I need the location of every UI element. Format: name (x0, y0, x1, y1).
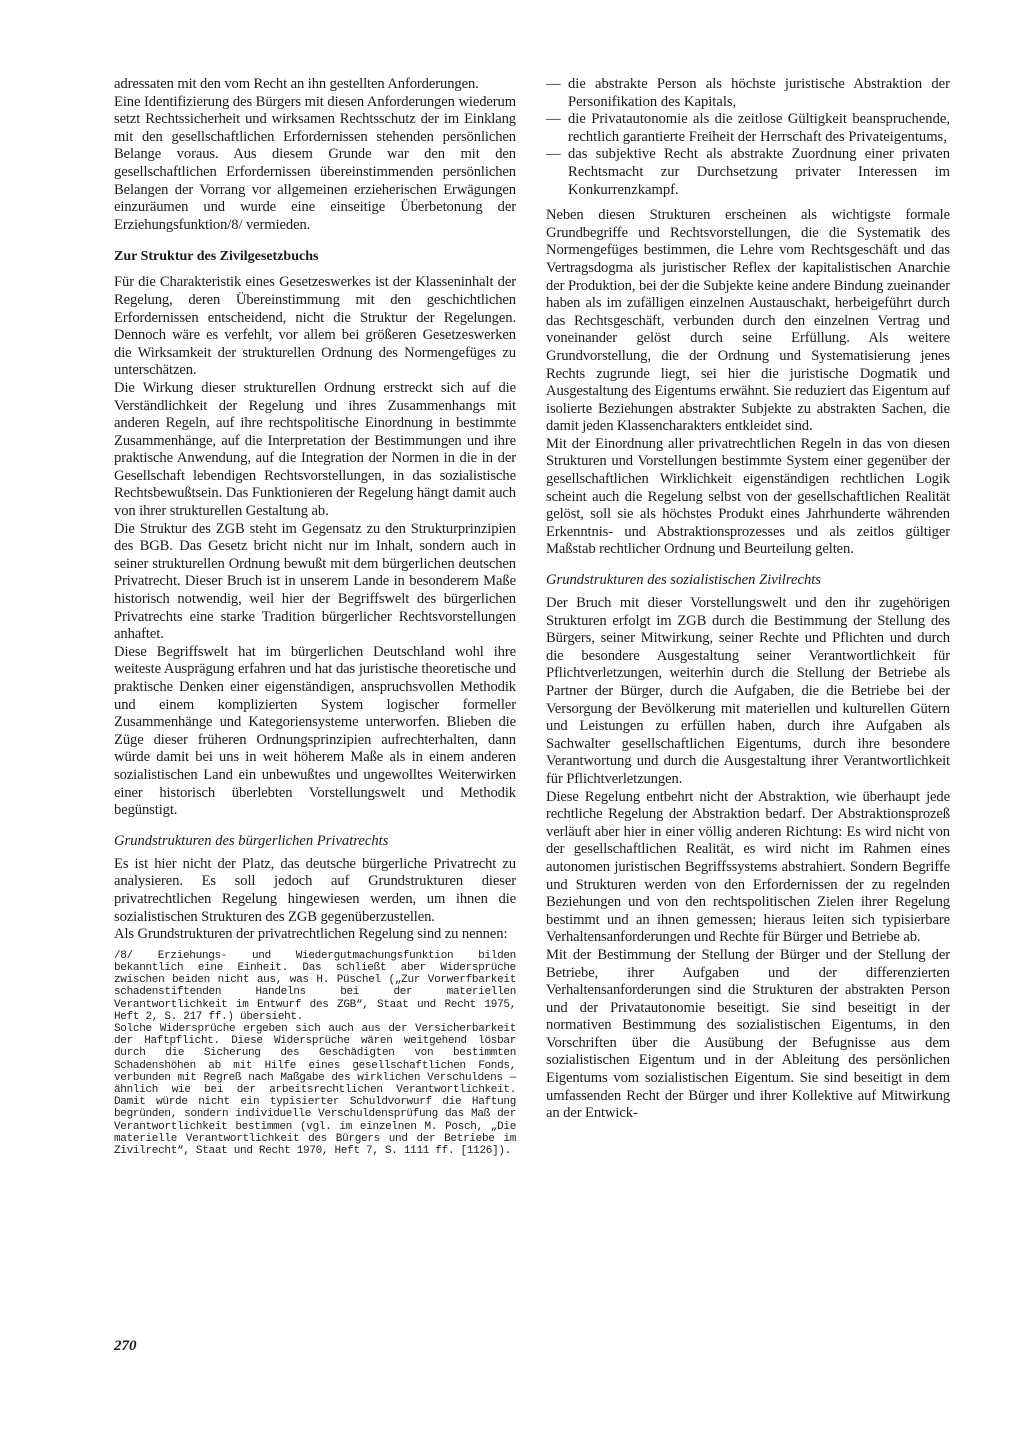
list-item (546, 76, 950, 111)
dash-marker: — (546, 111, 561, 128)
footnotes (114, 950, 516, 1157)
list-item-text: die Privatautonomie als die zeitlose Gültigkeit beanspruchende, rechtlich garantierte Freiheit der Herrschaft des Privateigentums, (568, 111, 950, 145)
left-paragraph-6: Diese Begriffswelt hat im bürgerlichen Deutschland wohl ihre weiteste Ausprägung erfahren und hat das juristische theoretische und praktische Denken einer eigenständigen, anspruchsvollen Methodik und einem komplizierten System logischer formeller Zusammenhänge und Kategoriensysteme unterworfen. Blieben die Züge dieser früheren Ordnungsprinzipien aufrechterhalten, dann würde damit bei uns in weit höherem Maße als in einem anderen sozialistischen Land ein unbewußtes und ungewolltes Weiterwirken einer historisch überlebten Vorstellungswelt und Methodik begünstigt. (114, 643, 516, 819)
right-paragraph-1: Neben diesen Strukturen erscheinen als wichtigste formale Grundbegriffe und Rechtsvorstellungen, die die Systematik des Normengefüges bestimmen, die Lehre vom Rechtsgeschäft und das Vertragsdogma als juristischer Reflex der kapitalistischen Anarchie der Produktion, bei der die Subjekte keine andere Bindung zueinander haben als im zufälligen einzelnen Austauschakt, herbeigeführt durch das Rechtsgeschäft, verbunden durch den einzelnen Vertrag und voneinander gelöst durch seine Erfüllung. Als weitere Grundvorstellung, die der Ordnung und Systematisierung jenes Rechts zugrunde liegt, sei hier die juristische Dogmatik und Ausgestaltung des Eigentums erwähnt. Sie reduziert das Eigentum auf isolierte Beziehungen abstrakter Subjekte zu abstrakten Sachen, die damit jeden Klassencharakters entkleidet sind. (546, 207, 950, 435)
list-item-text: die abstrakte Person als höchste juristische Abstraktion der Personifikation des Kapitals, (568, 76, 950, 110)
left-paragraph-4: Die Wirkung dieser strukturellen Ordnung erstreckt sich auf die Verständlichkeit der Regelung und ihres Zusammenhangs mit anderen Regeln, auf ihre rechtspolitische Einordnung in bestimmte Zusammenhänge, auf die Interpretation der Bestimmungen und ihre praktische Anwendung, auf die Integration der Normen in die in der Gesellschaft lebendigen Rechtsvorstellungen, in das sozialistische Rechtsbewußtsein. Das Funktionieren der Regelung hängt damit auch von ihrer strukturellen Gestaltung ab. (114, 379, 516, 520)
list-item (546, 111, 950, 146)
dash-marker: — (546, 76, 561, 92)
left-paragraph-1: adressaten mit den vom Recht an ihn gestellten Anforderungen. (114, 76, 479, 92)
dash-marker: — (546, 146, 561, 163)
right-paragraph-3: Der Bruch mit dieser Vorstellungswelt und den ihr zugehörigen Strukturen erfolgt im ZGB durch die Bestimmung der Stellung des Bürgers, seiner Mitwirkung, seiner Rechte und Pflichten und durch die besondere Ausgestaltung seiner Verantwortlichkeit für Pflichtverletzungen, weiterhin durch die Stellung der Betriebe als Partner der Bürger, durch die Aufgaben, die die Betriebe bei der Versorgung der Bevölkerung mit materiellen und kulturellen Gütern und Leistungen zu erfüllen haben, durch ihre Aufgaben als Sachwalter gesellschaftlichen Eigentums, durch ihre besondere Verantwortung und durch die Ausgestaltung ihrer Verantwortlichkeit für Pflichtverletzungen. (546, 595, 950, 787)
footnote-8-continued: Solche Widersprüche ergeben sich auch aus der Versicherbarkeit der Haftpflicht. Diese Widersprüche wären weitgehend lösbar durch die Sicherung des Geschädigten von bestimmten Schadenshöhen ab mit Hilfe eines gesellschaftlichen Fonds, verbunden mit Regreß nach Maßgabe des wirklichen Verschuldens — ähnlich wie bei der arbeitsrechtlichen Verantwortlichkeit. Damit würde nicht ein typisierter Schuldvorwurf die Haftung begründen, sondern individuelle Verschuldensprüfung das Maß der Verantwortlichkeit bestimmen (vgl. im einzelnen M. Posch, „Die materielle Verantwortlichkeit des Bürgers und der Betriebe im Zivilrecht“, Staat und Recht 1970, Heft 7, S. 1111 ff. [1126]). (114, 1022, 516, 1157)
page-number: 270 (114, 1338, 137, 1354)
left-paragraph-3: Für die Charakteristik eines Gesetzeswerkes ist der Klasseninhalt der Regelung, deren Übereinstimmung mit den geschichtlichen Erfordernissen entscheidend, nicht die Struktur der Regelungen. Dennoch wäre es verfehlt, vor allem bei größeren Gesetzeswerken die Wirksamkeit der strukturellen Ordnung des Normengefüges zu unterschätzen. (114, 274, 516, 379)
list-item (546, 146, 950, 199)
heading-sozialistisches-zivilrecht: Grundstrukturen des sozialistischen Zivilrechts (546, 572, 821, 589)
heading-structure-zgb: Zur Struktur des Zivilgesetzbuchs (114, 249, 319, 265)
structures-list (546, 76, 950, 199)
right-column (546, 76, 950, 1123)
right-paragraph-5: Mit der Bestimmung der Stellung der Bürger und der Stellung der Betriebe, ihrer Aufgaben und der differenzierten Verhaltensanforderungen sind die Strukturen der abstrakten Person und der Privatautonomie beseitigt. Sie sind beseitigt in der normativen Bestimmung des sozialistischen Eigentums, in den Vorschriften über die Ausübung der Befugnisse aus dem sozialistischen Eigentum und in der Ableitung des persönlichen Eigentums vom sozialistischen Eigentum. Sie sind beseitigt in dem umfassenden Recht der Bürger und ihrer Kollektive auf Mitwirkung an der Entwick- (546, 946, 950, 1122)
right-paragraph-4: Diese Regelung entbehrt nicht der Abstraktion, wie überhaupt jede rechtliche Regelung der Abstraktion bedarf. Der Abstraktionsprozeß verläuft aber hier in einer völlig anderen Richtung: Es wird nicht von der gesellschaftlichen Realität, es wird nicht im Rahmen eines autonomen juristischen Begriffssystems abstrahiert. Sondern Begriffe und Strukturen werden von den Erfordernissen der zu regelnden Beziehungen und von den rechtspolitischen Zielen ihrer Regelung bestimmt und an ihnen gemessen; hieraus leiten sich typisierbare Verhaltensanforderungen und Rechte für Bürger und Betriebe ab. (546, 788, 950, 946)
left-column (114, 76, 516, 1157)
footnote-8: /8/ Erziehungs- und Wiedergutmachungsfunktion bilden bekanntlich eine Einheit. Das schließt aber Widersprüche zwischen beiden nicht aus, was H. Püschel („Zur Vorwerfbarkeit schadenstiftenden Handelns bei der materiellen Verantwortlichkeit im Entwurf des ZGB“, Staat und Recht 1975, Heft 2, S. 217 ff.) übersieht. (114, 949, 516, 1023)
left-paragraph-7: Es ist hier nicht der Platz, das deutsche bürgerliche Privatrecht zu analysieren. Es soll jedoch auf Grundstrukturen dieser privatrechtlichen Regelung hingewiesen werden, um ihnen die sozialistischen Strukturen des ZGB gegenüberzustellen. (114, 855, 516, 925)
right-paragraph-2: Mit der Einordnung aller privatrechtlichen Regeln in das von diesen Strukturen und Vorstellungen bestimmte System einer gegenüber der gesellschaftlichen Wirklichkeit eigenständigen rechtlichen Logik scheint auch die Regelung selbst von der gesellschaftlichen Realität gelöst, soll sie als höchstes Produkt eines Jahrhunderte währenden Erkenntnis- und Abstraktionsprozesses und als zeitlos gültiger Maßstab rechtlicher Ordnung und Beurteilung gelten. (546, 435, 950, 558)
left-paragraph-2: Eine Identifizierung des Bürgers mit diesen Anforderungen wiederum setzt Rechtssicherheit und wirksamen Rechtsschutz der im Einklang mit den gesellschaftlichen Erfordernissen stehenden persönlichen Belange voraus. Aus diesem Grunde war den mit den gesellschaftlichen Erfordernissen übereinstimmenden persönlichen Belangen der Vorrang vor allgemeinen erzieherischen Erwägungen einzuräumen und wurde eine einseitige Überbetonung der Erziehungsfunktion/8/ vermieden. (114, 93, 516, 233)
heading-burgerliches-privatrecht: Grundstrukturen des bürgerlichen Privatrechts (114, 832, 389, 849)
left-paragraph-8: Als Grundstrukturen der privatrechtlichen Regelung sind zu nennen: (114, 926, 508, 943)
list-item-text: das subjektive Recht als abstrakte Zuordnung einer privaten Rechtsmacht zur Durchsetzung privater Interessen im Konkurrenzkampf. (568, 146, 950, 198)
left-paragraph-5: Die Struktur des ZGB steht im Gegensatz zu den Strukturprinzipien des BGB. Das Gesetz bricht nicht nur im Inhalt, sondern auch in seiner strukturellen Ordnung bewußt mit dem bürgerlichen deutschen Privatrecht. Dieser Bruch ist in unserem Lande in besonderem Maße historisch notwendig, weil hier der Begriffswelt des bürgerlichen Privatrechts eine starke Tradition bürgerlicher Rechtsvorstellungen anhaftet. (114, 520, 516, 643)
